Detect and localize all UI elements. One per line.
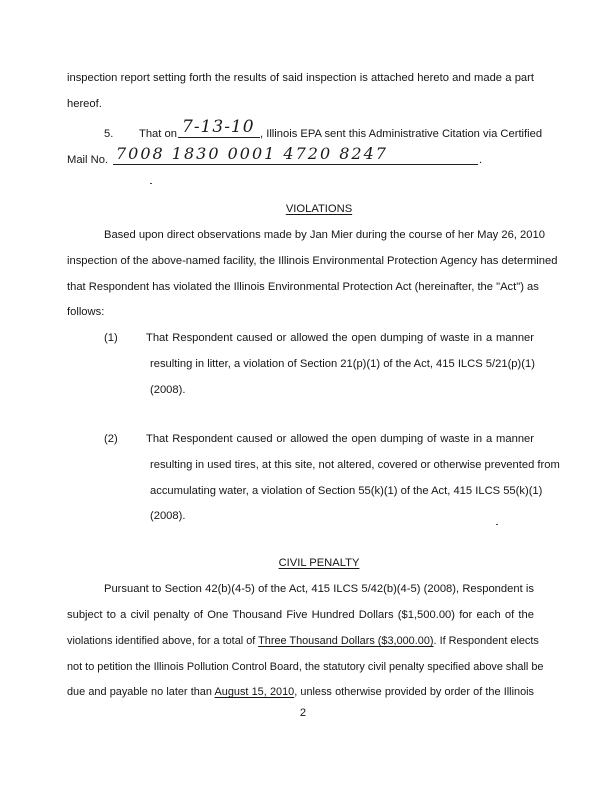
violations-intro-line-2: inspection of the above-named facility, the Illinois Environmental Protection Agency has determined bbox=[67, 255, 558, 267]
item-5-number: 5. bbox=[104, 128, 114, 140]
violation-1-line-3: (2008). bbox=[150, 384, 186, 396]
violations-heading: VIOLATIONS bbox=[285, 203, 353, 215]
violations-intro-line-4: follows: bbox=[67, 306, 105, 318]
civil-penalty-line-5-post: , unless otherwise provided by order of the Illinois bbox=[294, 686, 534, 698]
paragraph-continuation-line-2: hereof. bbox=[67, 98, 102, 110]
violation-2-line-3: accumulating water, a violation of Section 55(k)(1) of the Act, 415 ILCS 55(k)(1) bbox=[150, 485, 543, 497]
civil-penalty-heading: CIVIL PENALTY bbox=[278, 557, 360, 569]
paragraph-continuation-line-1: inspection report setting forth the results of said inspection is attached hereto and made a part bbox=[67, 72, 534, 84]
civil-penalty-line-4: not to petition the Illinois Pollution Control Board, the statutory civil penalty specified above shall be bbox=[67, 661, 544, 673]
violation-2-line-4: (2008). bbox=[150, 510, 186, 522]
mail-label: Mail No. bbox=[67, 154, 109, 166]
penalty-total: Three Thousand Dollars ($3,000.00) bbox=[258, 635, 434, 647]
violation-1-line-2: resulting in litter, a violation of Section 21(p)(1) of the Act, 415 ILCS 5/21(p)(1) bbox=[150, 358, 535, 370]
violation-2-number: (2) bbox=[104, 433, 118, 445]
civil-penalty-line-1: Pursuant to Section 42(b)(4-5) of the Act, 415 ILCS 5/42(b)(4-5) (2008), Respondent is bbox=[104, 583, 534, 595]
item-5-text-post: , Illinois EPA sent this Administrative Citation via Certified bbox=[260, 128, 543, 140]
civil-penalty-line-3 bbox=[67, 634, 539, 648]
violations-intro-line-1: Based upon direct observations made by Jan Mier during the course of her May 26, 2010 bbox=[104, 229, 545, 241]
civil-penalty-line-3-post: . If Respondent elects bbox=[433, 635, 539, 647]
page-number: 2 bbox=[299, 707, 307, 719]
civil-penalty-line-2: subject to a civil penalty of One Thousand Five Hundred Dollars ($1,500.00) for each of the bbox=[67, 609, 534, 621]
handwritten-mail-number: 7008 1830 0001 4720 8247 bbox=[116, 144, 388, 163]
mail-line-end: . bbox=[479, 154, 483, 166]
violation-1-line-1: That Respondent caused or allowed the open dumping of waste in a manner bbox=[146, 332, 534, 344]
violation-2-line-1: That Respondent caused or allowed the open dumping of waste in a manner bbox=[146, 433, 534, 445]
handwritten-date: 7-13-10 bbox=[182, 117, 255, 137]
civil-penalty-line-5 bbox=[67, 685, 534, 699]
violation-2-line-2: resulting in used tires, at this site, not altered, covered or otherwise prevented from bbox=[150, 459, 560, 471]
civil-penalty-line-5-pre: due and payable no later than bbox=[67, 686, 212, 698]
civil-penalty-line-3-pre: violations identified above, for a total of bbox=[67, 635, 256, 647]
payment-due-date: August 15, 2010 bbox=[214, 686, 295, 698]
item-5-text-pre: That on bbox=[139, 128, 177, 140]
violation-1-number: (1) bbox=[104, 332, 118, 344]
violations-intro-line-3: that Respondent has violated the Illinois Environmental Protection Act (hereinafter, the "Act") as bbox=[67, 281, 539, 293]
